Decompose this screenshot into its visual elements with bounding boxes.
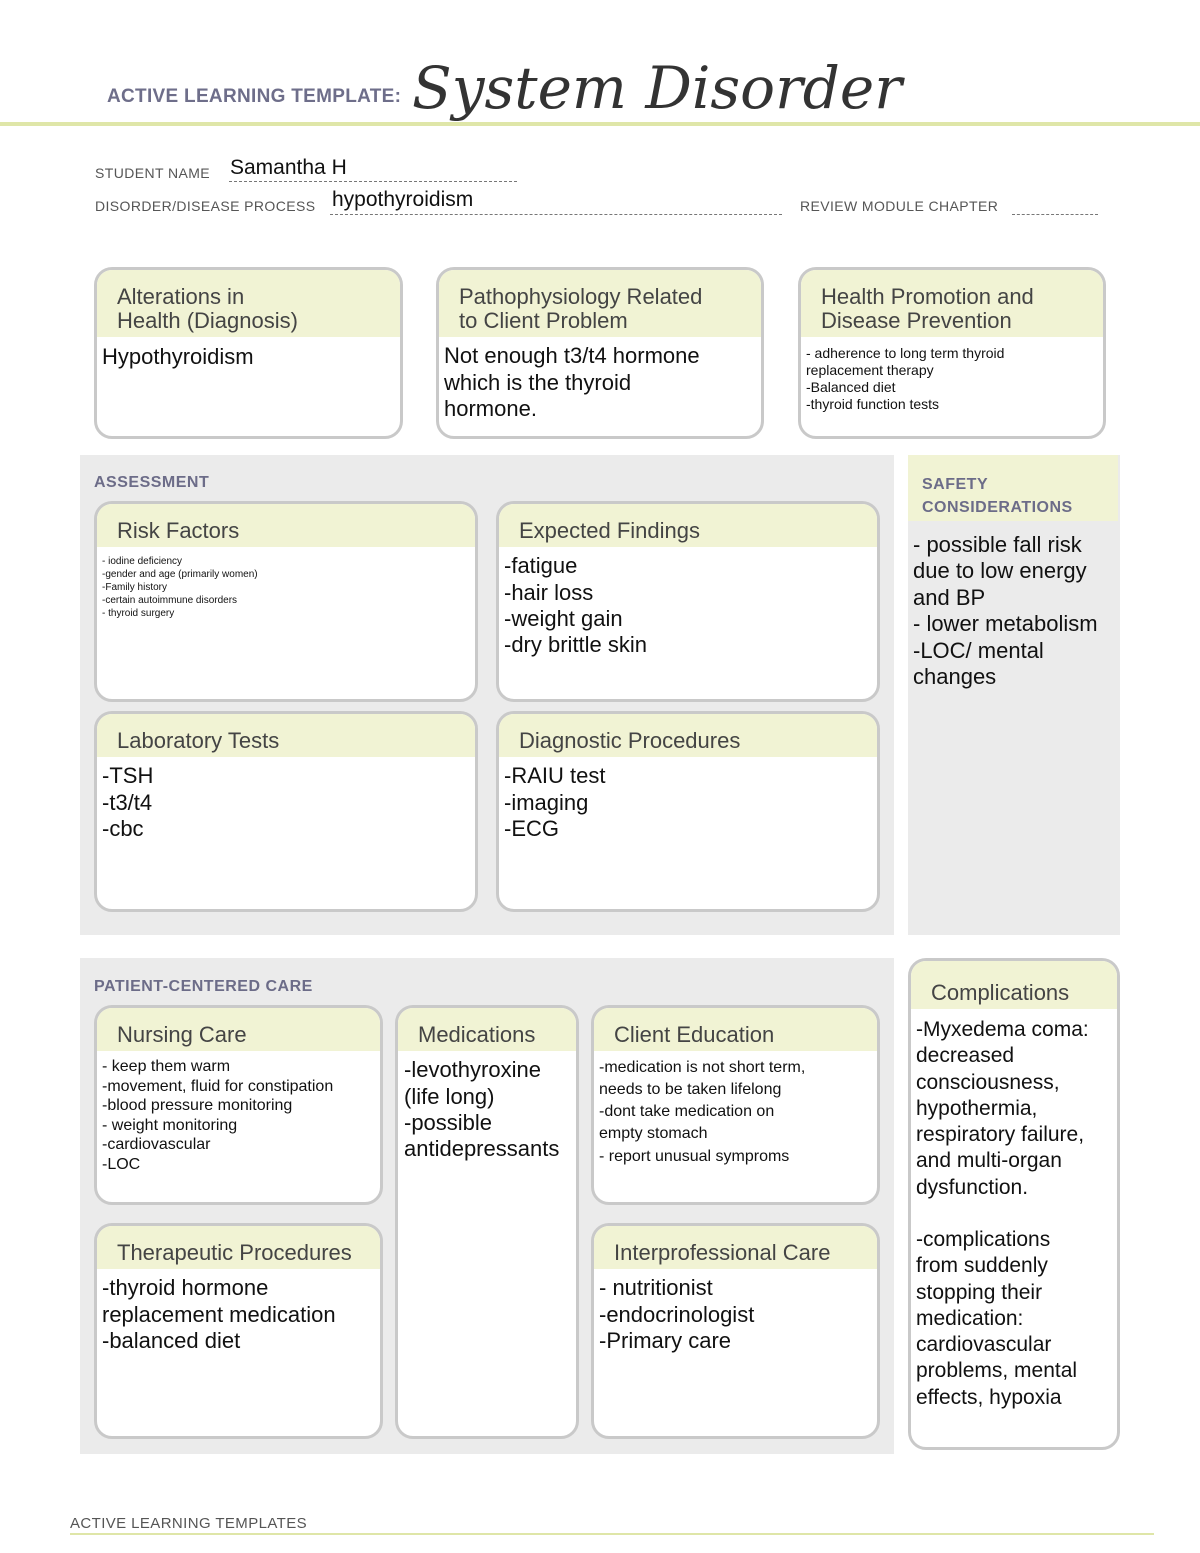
interprofessional-care-title: Interprofessional Care (594, 1226, 877, 1269)
risk-factors-title: Risk Factors (97, 504, 475, 547)
header-divider (0, 122, 1200, 126)
medications-title: Medications (398, 1008, 576, 1051)
medications-body[interactable]: -levothyroxine (life long) -possible antidepressants (404, 1057, 560, 1162)
laboratory-tests-title: Laboratory Tests (97, 714, 475, 757)
client-education-title: Client Education (594, 1008, 877, 1051)
client-education-body[interactable]: -medication is not short term, needs to be taken lifelong -dont take medication on empty stomach - report unusual symproms (599, 1059, 806, 1165)
diagnostic-procedures-body[interactable]: -RAIU test -imaging -ECG (504, 763, 606, 841)
expected-findings-card (496, 501, 880, 702)
student-name-label: STUDENT NAME (95, 165, 210, 181)
client-education-card (591, 1005, 880, 1205)
assessment-heading: ASSESSMENT (94, 474, 210, 491)
pathophysiology-body[interactable]: Not enough t3/t4 hormone which is the thyroid hormone. (444, 343, 700, 422)
review-module-label: REVIEW MODULE CHAPTER (800, 198, 999, 214)
complications-card (908, 958, 1120, 1450)
footer-divider (70, 1533, 1154, 1535)
diagnostic-procedures-card (496, 711, 880, 912)
expected-findings-title: Expected Findings (499, 504, 877, 547)
nursing-care-card (94, 1005, 383, 1205)
expected-findings-body[interactable]: -fatigue -hair loss -weight gain -dry brittle skin (504, 553, 648, 658)
disorder-underline (330, 214, 782, 215)
review-module-field[interactable] (1012, 214, 1098, 215)
diagnostic-procedures-title: Diagnostic Procedures (499, 714, 877, 757)
therapeutic-procedures-card (94, 1223, 383, 1439)
pathophysiology-title: Pathophysiology Related to Client Problem (439, 270, 761, 337)
page-title: System Disorder (412, 54, 902, 122)
disorder-label: DISORDER/DISEASE PROCESS (95, 198, 316, 214)
laboratory-tests-card (94, 711, 478, 912)
complications-body[interactable]: -Myxedema coma: decreased consciousness, hypothermia, respiratory failure, and multi-organ dysfunction. -complications from suddenly stopping their medication: cardiovascular problems, mental effects, hypoxia (916, 1018, 1089, 1409)
health-promotion-card (798, 267, 1106, 439)
footer-text: ACTIVE LEARNING TEMPLATES (70, 1515, 307, 1532)
safety-panel (908, 455, 1120, 935)
medications-card (395, 1005, 579, 1439)
health-promotion-body[interactable]: - adherence to long term thyroid replacement therapy -Balanced diet -thyroid function tests (806, 345, 1005, 412)
disorder-field[interactable]: hypothyroidism (332, 188, 474, 211)
health-promotion-title: Health Promotion and Disease Prevention (801, 270, 1103, 337)
complications-title: Complications (911, 961, 1117, 1009)
safety-body[interactable]: - possible fall risk due to low energy and BP - lower metabolism -LOC/ mental changes (913, 532, 1098, 689)
nursing-care-body[interactable]: - keep them warm -movement, fluid for constipation -blood pressure monitoring - weight monitoring -cardiovascular -LOC (102, 1058, 334, 1173)
alterations-title: Alterations in Health (Diagnosis) (97, 270, 400, 337)
risk-factors-body[interactable]: - iodine deficiency -gender and age (primarily women) -Family history -certain autoimmune disorders - thyroid surgery (102, 556, 258, 620)
laboratory-tests-body[interactable]: -TSH -t3/t4 -cbc (102, 763, 154, 841)
alterations-card (94, 267, 403, 439)
student-name-field[interactable]: Samantha H (230, 156, 347, 179)
therapeutic-procedures-body[interactable]: -thyroid hormone replacement medication -balanced diet (102, 1275, 336, 1353)
risk-factors-card (94, 501, 478, 702)
nursing-care-title: Nursing Care (97, 1008, 380, 1051)
pathophysiology-card (436, 267, 764, 439)
safety-heading: SAFETY CONSIDERATIONS (922, 476, 1073, 517)
therapeutic-procedures-title: Therapeutic Procedures (97, 1226, 380, 1269)
student-name-underline (229, 181, 517, 182)
interprofessional-care-body[interactable]: - nutritionist -endocrinologist -Primary care (599, 1275, 755, 1353)
template-label: ACTIVE LEARNING TEMPLATE: (107, 86, 402, 107)
alterations-body[interactable]: Hypothyroidism (102, 344, 254, 370)
patient-care-heading: PATIENT-CENTERED CARE (94, 978, 313, 995)
interprofessional-care-card (591, 1223, 880, 1439)
